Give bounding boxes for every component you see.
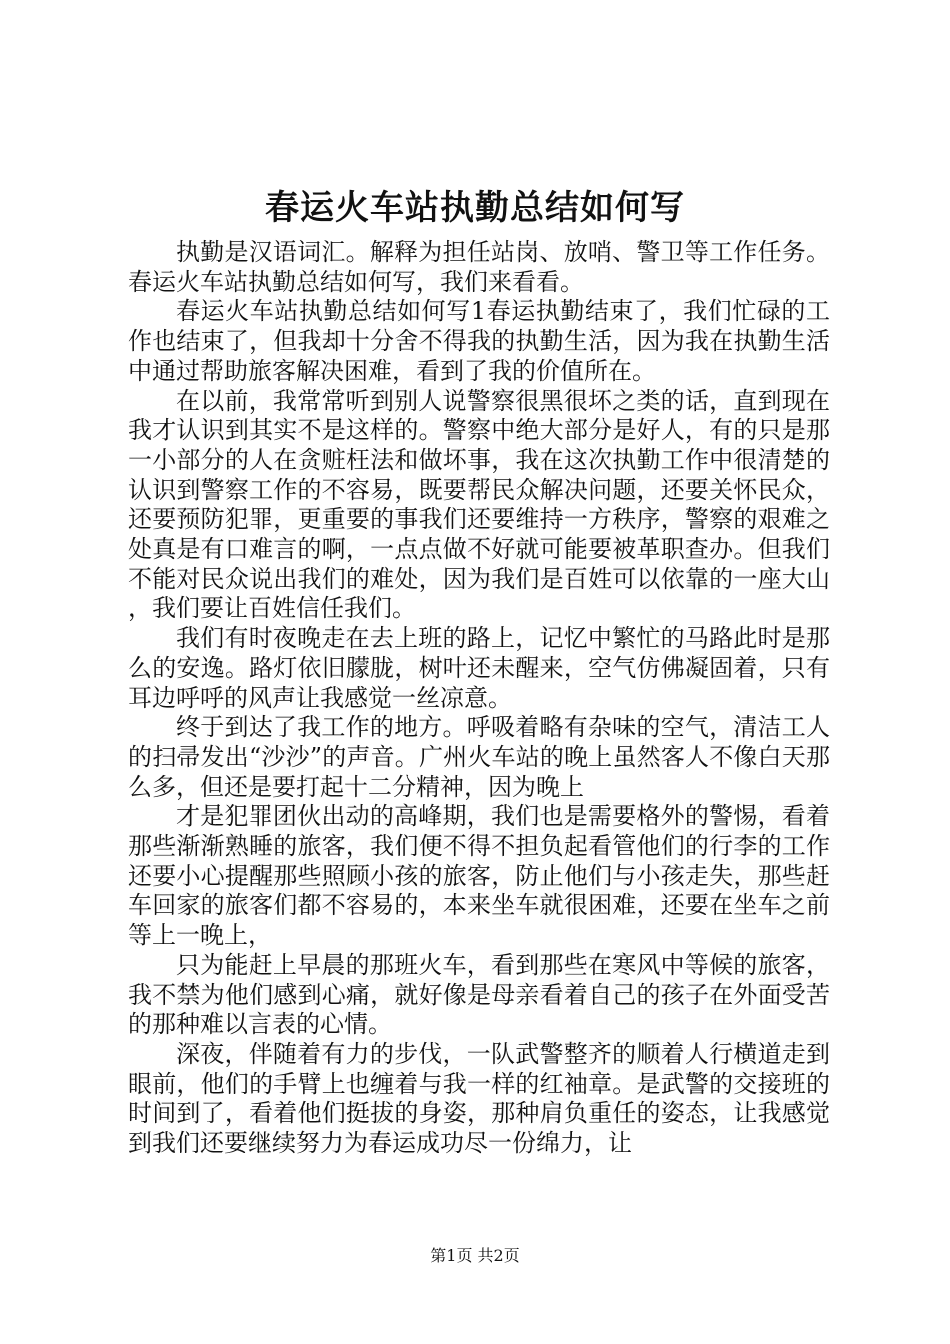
paragraph: 执勤是汉语词汇。解释为担任站岗、放哨、警卫等工作任务。春运火车站执勤总结如何写，我们来看看。 — [128, 238, 830, 296]
document-body — [128, 238, 830, 1159]
page-number-footer: 第1页 共2页 — [430, 1246, 520, 1265]
paragraph: 在以前，我常常听到别人说警察很黑很坏之类的话，直到现在我才认识到其实不是这样的。警察中绝大部分是好人，有的只是那一小部分的人在贪赃枉法和做坏事，我在这次执勤工作中很清楚的认识到警察工作的不容易，既要帮民众解决问题，还要关怀民众，还要预防犯罪，更重要的事我们还要维持一方秩序，警察的艰难之处真是有口难言的啊，一点点做不好就可能要被革职查办。但我们不能对民众说出我们的难处，因为我们是百姓可以依靠的一座大山，我们要让百姓信任我们。 — [128, 386, 830, 623]
paragraph: 只为能赶上早晨的那班火车，看到那些在寒风中等候的旅客，我不禁为他们感到心痛，就好像是母亲看着自己的孩子在外面受苦的那种难以言表的心情。 — [128, 950, 830, 1039]
paragraph: 深夜，伴随着有力的步伐，一队武警整齐的顺着人行横道走到眼前，他们的手臂上也缠着与我一样的红袖章。是武警的交接班的时间到了，看着他们挺拔的身姿，那种肩负重任的姿态，让我感觉到我们还要继续努力为春运成功尽一份绵力，让 — [128, 1039, 830, 1158]
document-title: 春运火车站执勤总结如何写 — [265, 188, 685, 228]
paragraph: 春运火车站执勤总结如何写1春运执勤结束了，我们忙碌的工作也结束了，但我却十分舍不得我的执勤生活，因为我在执勤生活中通过帮助旅客解决困难，看到了我的价值所在。 — [128, 297, 830, 385]
paragraph: 我们有时夜晚走在去上班的路上，记忆中繁忙的马路此时是那么的安逸。路灯依旧朦胧，树叶还未醒来，空气仿佛凝固着，只有耳边呼呼的风声让我感觉一丝凉意。 — [128, 624, 830, 712]
paragraph: 才是犯罪团伙出动的高峰期，我们也是需要格外的警惕，看着那些渐渐熟睡的旅客，我们便不得不担负起看管他们的行李的工作还要小心提醒那些照顾小孩的旅客，防止他们与小孩走失，那些赶车回家的旅客们都不容易的，本来坐车就很困难，还要在坐车之前等上一晚上， — [128, 802, 830, 950]
paragraph: 终于到达了我工作的地方。呼吸着略有杂味的空气，清洁工人的扫帚发出“沙沙”的声音。广州火车站的晚上虽然客人不像白天那么多，但还是要打起十二分精神，因为晚上 — [128, 713, 830, 801]
